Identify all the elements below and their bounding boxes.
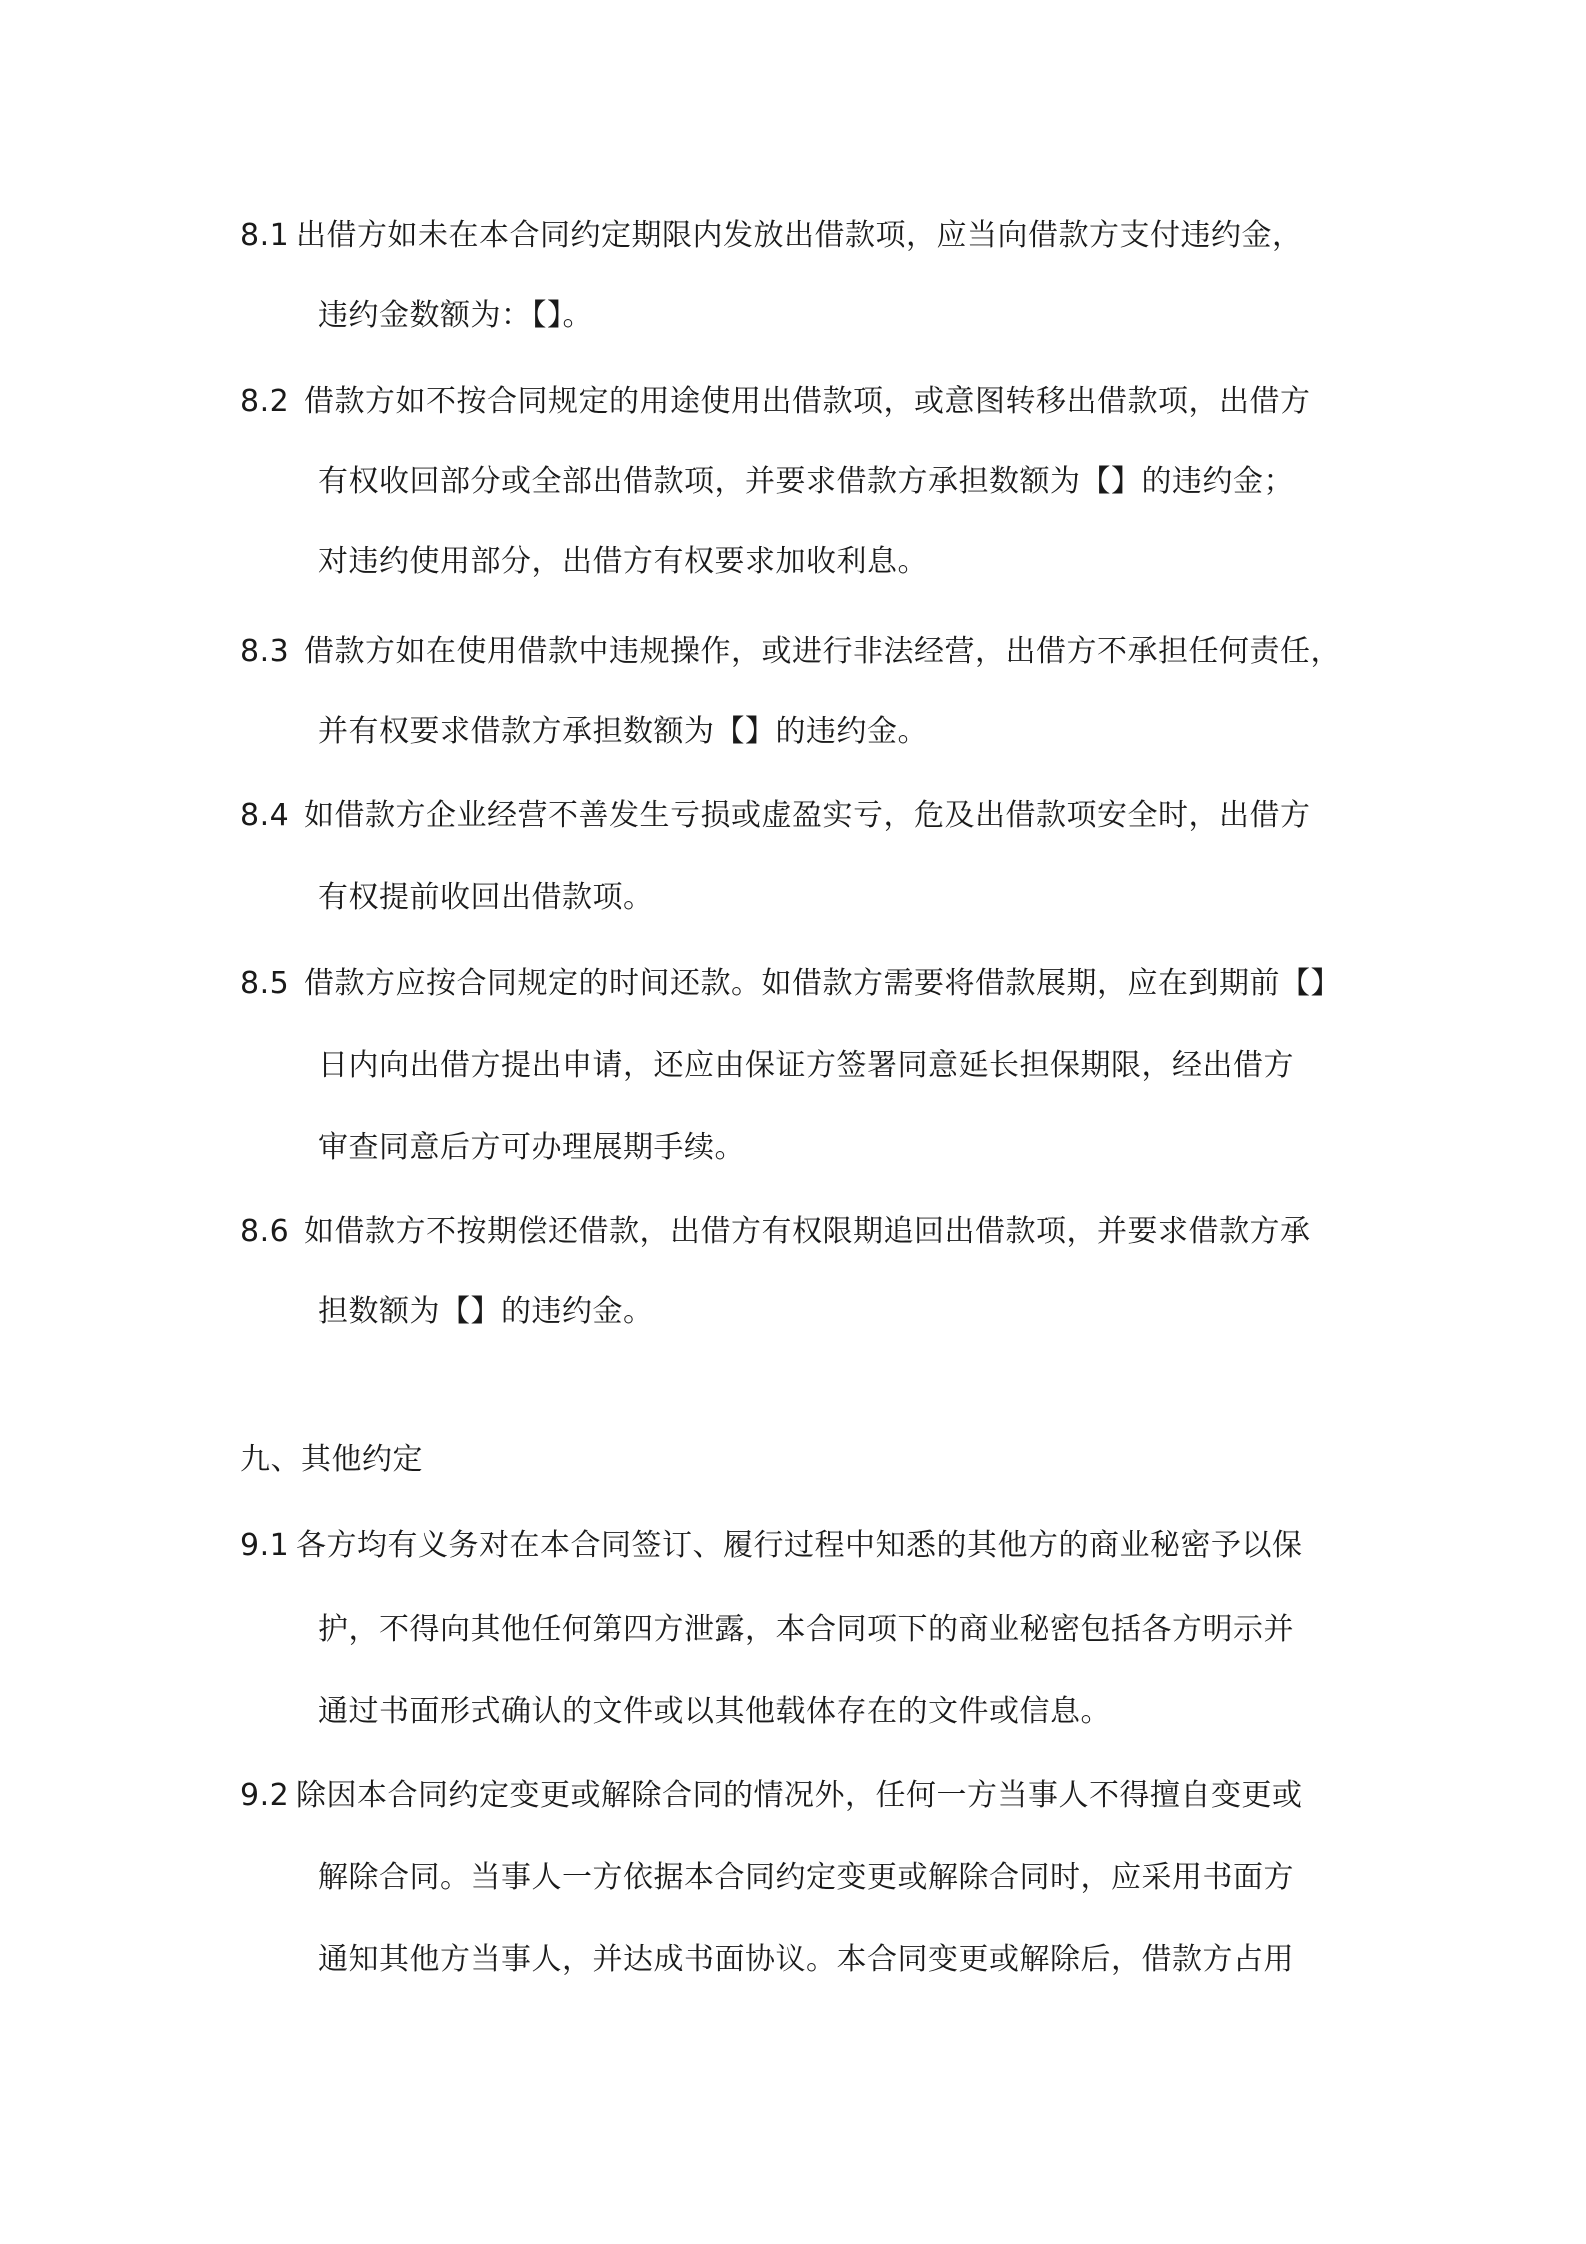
clause-number: 8.5 xyxy=(240,966,290,1001)
clause-number: 9.2 xyxy=(240,1778,290,1813)
clause-text: 有权收回部分或全部出借款项，并要求借款方承担数额为【】的违约金； xyxy=(318,464,1294,499)
clause-text: 日内向出借方提出申请，还应由保证方签署同意延长担保期限，经出借方 xyxy=(318,1048,1294,1083)
clause-text: 如借款方企业经营不善发生亏损或虚盈实亏，危及出借款项安全时，出借方 xyxy=(304,798,1311,833)
clause-text: 审查同意后方可办理展期手续。 xyxy=(318,1130,745,1165)
clause-8-3-line-2 xyxy=(318,712,928,752)
clause-8-1-line-1 xyxy=(240,216,1303,256)
clause-9-1-line-2 xyxy=(318,1610,1294,1650)
clause-8-3-line-1 xyxy=(240,632,1341,672)
clause-text: 借款方如不按合同规定的用途使用出借款项，或意图转移出借款项，出借方 xyxy=(304,384,1311,419)
clause-9-2-line-3 xyxy=(318,1940,1294,1980)
clause-text: 借款方如在使用借款中违规操作，或进行非法经营，出借方不承担任何责任， xyxy=(304,634,1341,669)
clause-8-5-line-2 xyxy=(318,1046,1294,1086)
clause-9-1-line-3 xyxy=(318,1692,1111,1732)
clause-9-1-line-1 xyxy=(240,1526,1303,1566)
clause-number: 8.3 xyxy=(240,634,290,669)
clause-9-2-line-1 xyxy=(240,1776,1303,1816)
clause-text: 借款方应按合同规定的时间还款。如借款方需要将借款展期，应在到期前【】 xyxy=(304,966,1341,1001)
clause-text: 担数额为【】的违约金。 xyxy=(318,1294,654,1329)
clause-8-6-line-1 xyxy=(240,1212,1311,1252)
clause-text: 护，不得向其他任何第四方泄露，本合同项下的商业秘密包括各方明示并 xyxy=(318,1612,1294,1647)
clause-8-2-line-1 xyxy=(240,382,1311,422)
clause-text: 解除合同。当事人一方依据本合同约定变更或解除合同时，应采用书面方 xyxy=(318,1860,1294,1895)
clause-number: 8.6 xyxy=(240,1214,290,1249)
clause-text: 除因本合同约定变更或解除合同的情况外，任何一方当事人不得擅自变更或 xyxy=(296,1778,1303,1813)
clause-text: 通知其他方当事人，并达成书面协议。本合同变更或解除后，借款方占用 xyxy=(318,1942,1294,1977)
clause-text: 对违约使用部分，出借方有权要求加收利息。 xyxy=(318,544,928,579)
clause-text: 各方均有义务对在本合同签订、履行过程中知悉的其他方的商业秘密予以保 xyxy=(296,1528,1303,1563)
clause-8-2-line-3 xyxy=(318,542,928,582)
clause-8-5-line-1 xyxy=(240,964,1341,1004)
clause-text: 出借方如未在本合同约定期限内发放出借款项，应当向借款方支付违约金， xyxy=(296,218,1303,253)
clause-8-4-line-1 xyxy=(240,796,1311,836)
clause-8-4-line-2 xyxy=(318,878,654,918)
clause-number: 8.2 xyxy=(240,384,290,419)
clause-8-1-line-2 xyxy=(318,296,593,336)
clause-8-2-line-2 xyxy=(318,462,1294,502)
clause-9-2-line-2 xyxy=(318,1858,1294,1898)
clause-8-5-line-3 xyxy=(318,1128,745,1168)
clause-number: 8.4 xyxy=(240,798,290,833)
clause-number: 9.1 xyxy=(240,1528,290,1563)
section-heading: 九、其他约定 xyxy=(240,1442,423,1477)
clause-text: 违约金数额为：【】。 xyxy=(318,298,593,333)
clause-text: 如借款方不按期偿还借款，出借方有权限期追回出借款项，并要求借款方承 xyxy=(304,1214,1311,1249)
clause-text: 通过书面形式确认的文件或以其他载体存在的文件或信息。 xyxy=(318,1694,1111,1729)
clause-number: 8.1 xyxy=(240,218,290,253)
clause-text: 有权提前收回出借款项。 xyxy=(318,880,654,915)
clause-text: 并有权要求借款方承担数额为【】的违约金。 xyxy=(318,714,928,749)
clause-8-6-line-2 xyxy=(318,1292,654,1332)
